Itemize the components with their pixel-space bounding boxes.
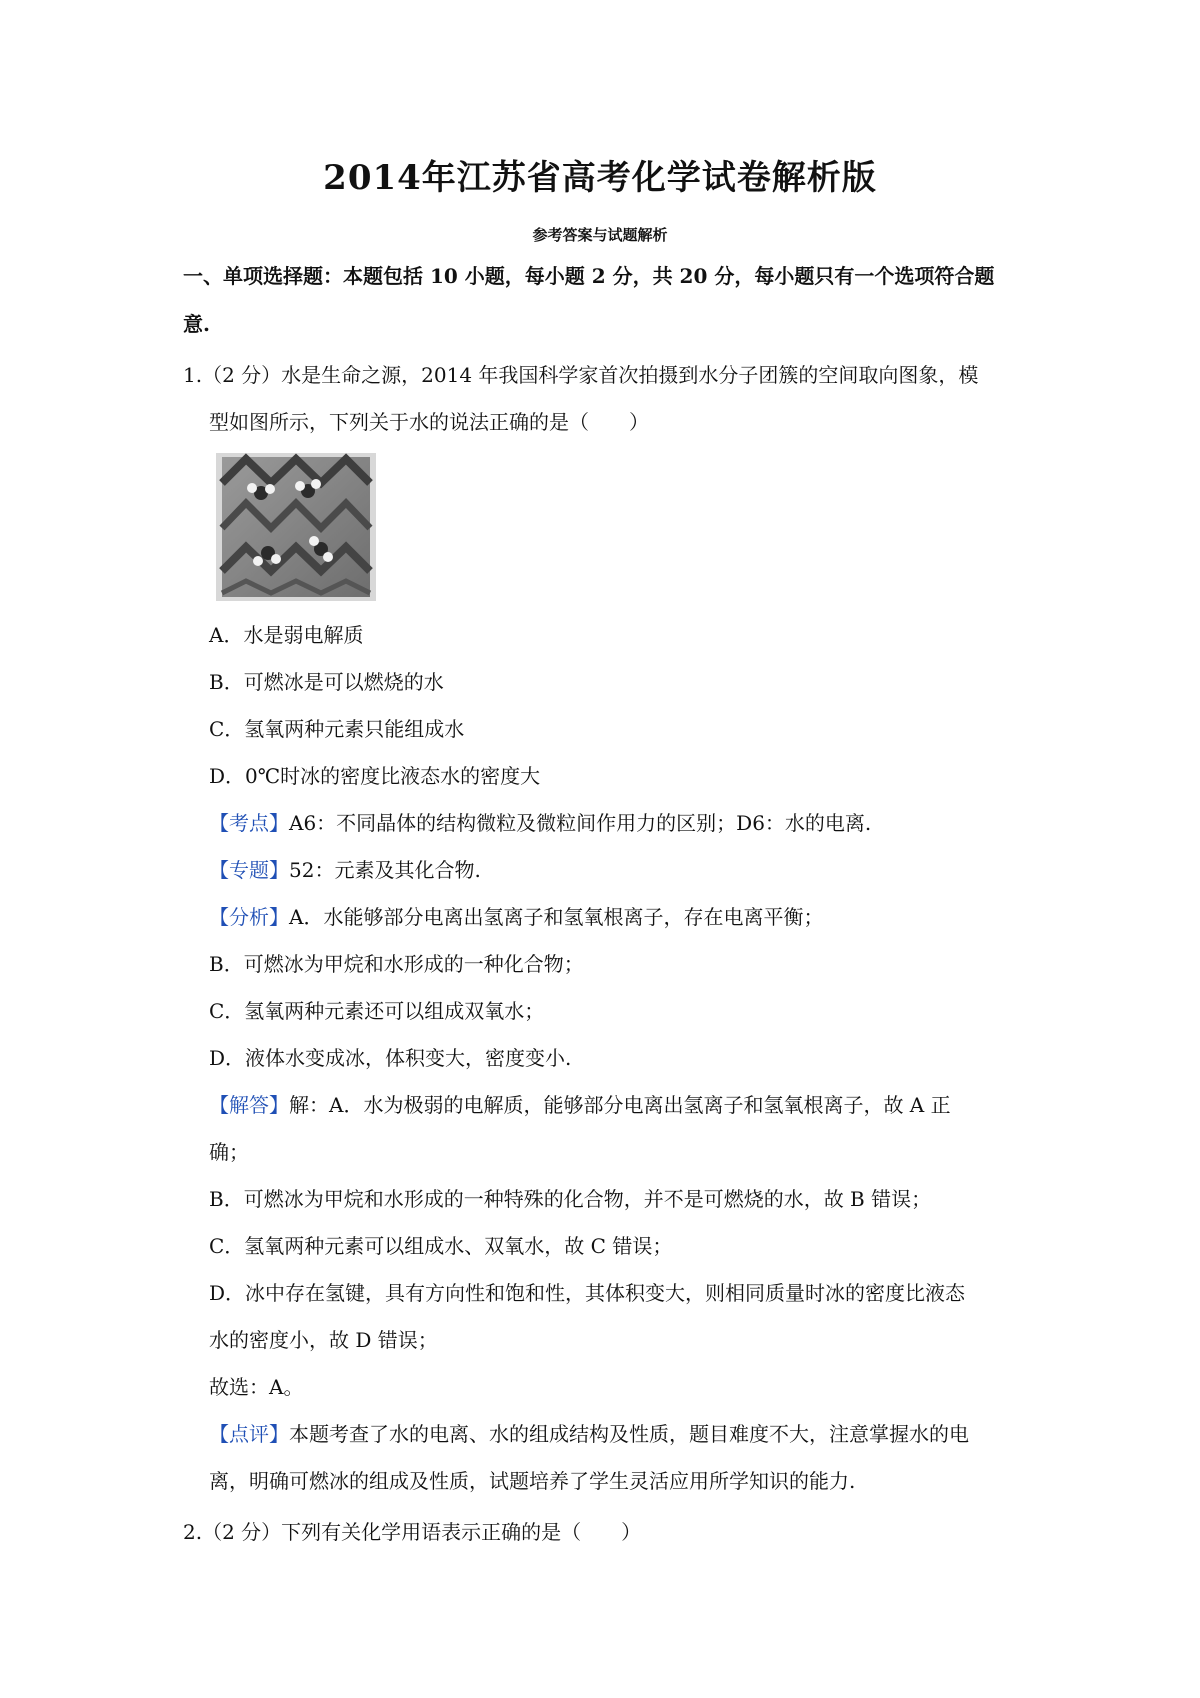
zhuanti-text: 52：元素及其化合物. <box>289 858 481 882</box>
jieda-line1: 解：A．水为极弱的电解质，能够部分电离出氢离子和氢氧根离子，故 A 正 <box>289 1093 951 1117</box>
kaodian-tag: 【考点】 <box>209 811 289 835</box>
jieda-line4: C．氢氧两种元素可以组成水、双氧水，故 C 错误； <box>209 1234 673 1258</box>
jieda-line5: D．冰中存在氢键，具有方向性和饱和性，其体积变大，则相同质量时冰的密度比液态 <box>209 1281 966 1305</box>
zhuanti-tag: 【专题】 <box>209 858 289 882</box>
page-title: 2014年江苏省高考化学试卷解析版 <box>323 158 877 198</box>
q1-option-d: D．0℃时冰的密度比液态水的密度大 <box>209 764 541 788</box>
dianping-tag: 【点评】 <box>209 1422 289 1446</box>
q1-jieda <box>209 1091 951 1119</box>
jieda-line2: 确； <box>209 1140 249 1164</box>
fenxi-line4: D．液体水变成冰，体积变大，密度变小. <box>209 1046 572 1070</box>
kaodian-text: A6：不同晶体的结构微粒及微粒间作用力的区别；D6：水的电离. <box>289 811 872 835</box>
fenxi-line3: C．氢氧两种元素还可以组成双氧水； <box>209 999 545 1023</box>
q1-option-c: C．氢氧两种元素只能组成水 <box>209 717 465 741</box>
water-cluster-model-image <box>216 453 376 601</box>
q1-fenxi <box>209 903 823 931</box>
fenxi-line1: A．水能够部分电离出氢离子和氢氧根离子，存在电离平衡； <box>289 905 824 929</box>
jieda-tag: 【解答】 <box>209 1093 289 1117</box>
q1-stem-line2: 型如图所示，下列关于水的说法正确的是（ ） <box>209 410 649 434</box>
page-subtitle: 参考答案与试题解析 <box>532 226 668 244</box>
dianping-line2: 离，明确可燃冰的组成及性质，试题培养了学生灵活应用所学知识的能力. <box>209 1469 856 1493</box>
fenxi-line2: B．可燃冰为甲烷和水形成的一种化合物； <box>209 952 584 976</box>
q1-kaodian <box>209 809 871 837</box>
q1-option-a: A．水是弱电解质 <box>209 623 364 647</box>
q1-stem-line1: 1.（2 分）水是生命之源，2014 年我国科学家首次拍摄到水分子团簇的空间取向图象，模 <box>183 363 979 387</box>
section-heading-line2: 意. <box>183 312 210 336</box>
jieda-line7: 故选：A。 <box>209 1375 304 1399</box>
dianping-line1: 本题考查了水的电离、水的组成结构及性质，题目难度不大，注意掌握水的电 <box>289 1422 969 1446</box>
jieda-line3: B．可燃冰为甲烷和水形成的一种特殊的化合物，并不是可燃烧的水，故 B 错误； <box>209 1187 932 1211</box>
section-heading-line1: 一、单项选择题：本题包括 10 小题，每小题 2 分，共 20 分，每小题只有一个选项符合题 <box>183 264 995 288</box>
fenxi-tag: 【分析】 <box>209 905 289 929</box>
q1-dianping <box>209 1420 969 1448</box>
jieda-line6: 水的密度小，故 D 错误； <box>209 1328 438 1352</box>
q1-option-b: B．可燃冰是可以燃烧的水 <box>209 670 444 694</box>
q1-zhuanti <box>209 856 481 884</box>
q2-stem: 2.（2 分）下列有关化学用语表示正确的是（ ） <box>183 1520 642 1544</box>
